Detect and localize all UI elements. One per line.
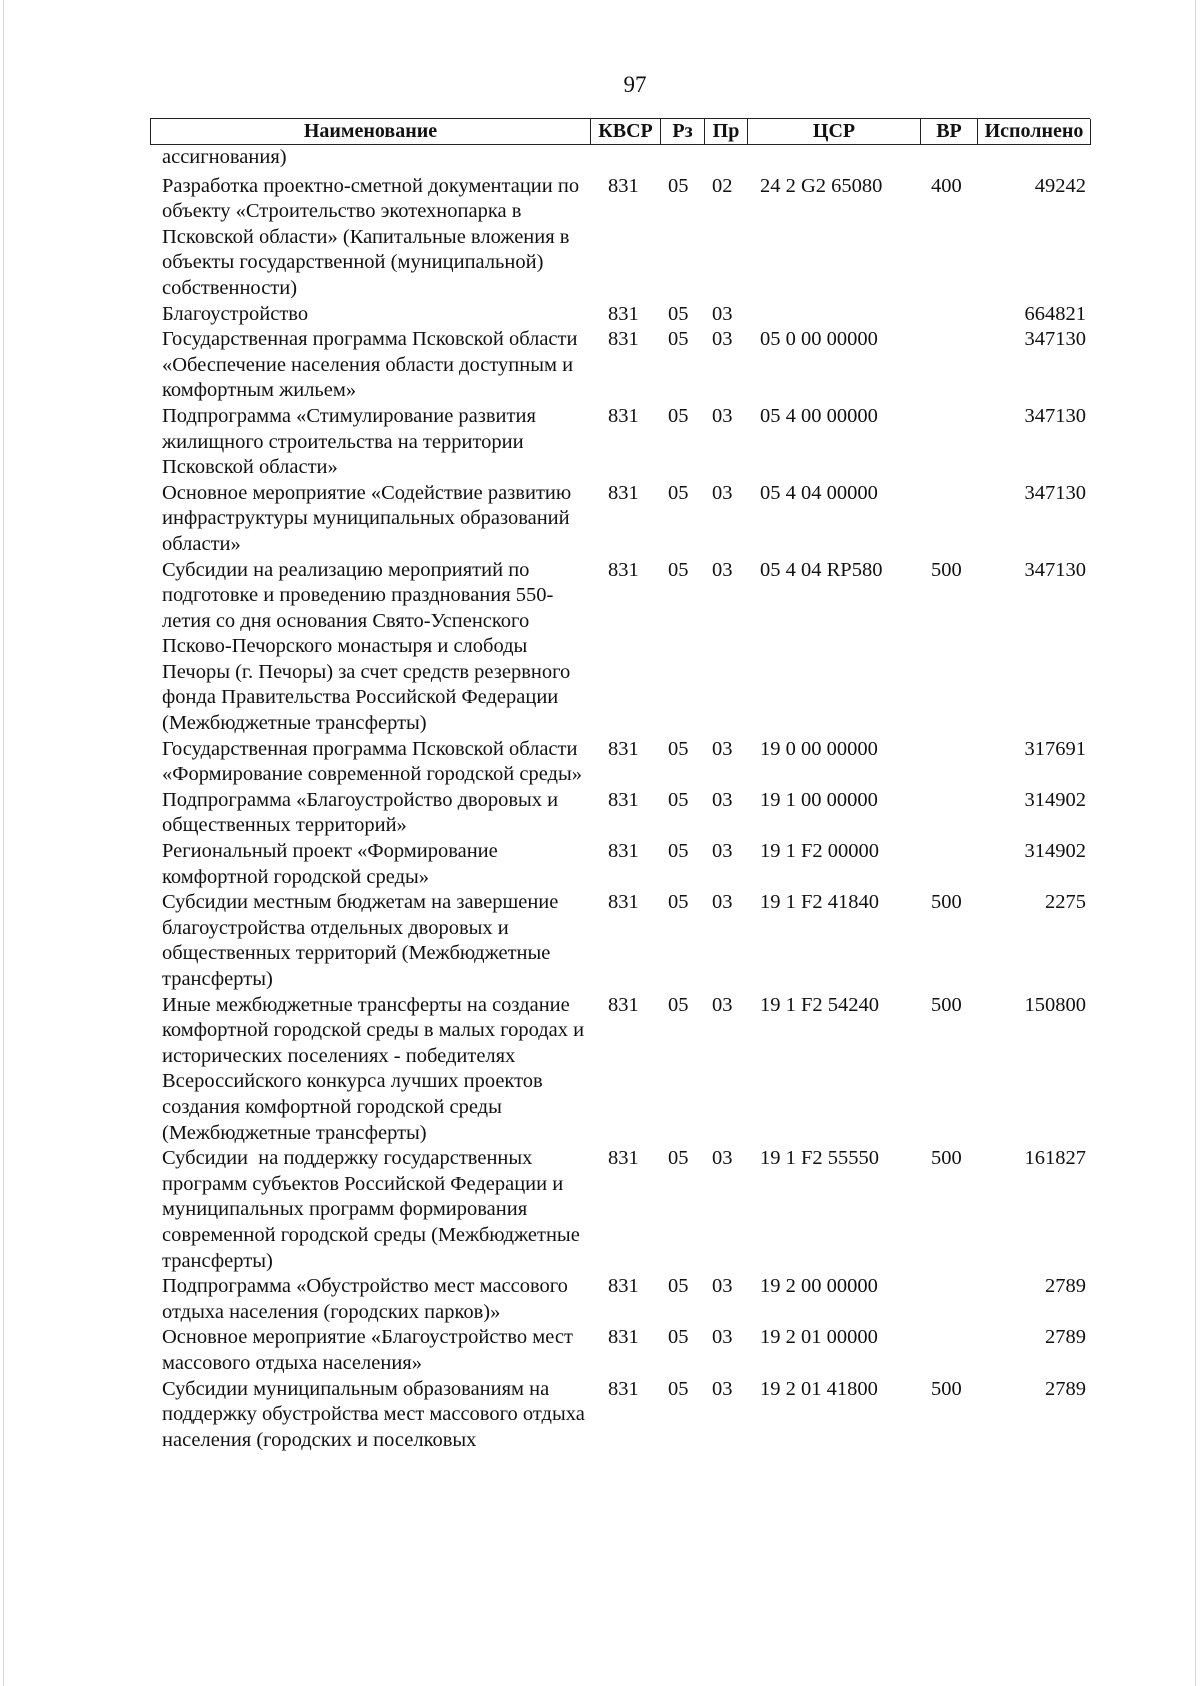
cell-executed: 347130 [1024, 404, 1086, 427]
cell-csr: 19 0 00 00000 [760, 737, 878, 760]
cell-rz: 05 [668, 788, 689, 811]
cell-pr: 03 [712, 840, 733, 863]
cell-name: Разработка проектно-сметной документации по объекту «Строительство экотехнопарка в Псковской области» (Капитальные вложения в объекты государственной (муниципальной) собственности) [162, 174, 585, 299]
cell-csr: 24 2 G2 65080 [760, 174, 883, 197]
cell-name: Государственная программа Псковской области «Формирование современной городской среды» [162, 737, 583, 786]
cell-csr: 19 2 00 00000 [760, 1275, 878, 1298]
cell-name: Основное мероприятие «Содействие развитию инфраструктуры муниципальных образований области» [162, 481, 577, 555]
cell-executed: 161827 [1024, 1147, 1086, 1170]
cell-name: Субсидии муниципальным образованиям на поддержку обустройства мест массового отдыха населения (городских и поселковых [162, 1377, 590, 1451]
table-row [150, 737, 1090, 788]
cell-name: Подпрограмма «Благоустройство дворовых и общественных территорий» [162, 788, 564, 837]
cell-vr: 500 [931, 1377, 962, 1400]
cell-name: Подпрограмма «Обустройство мест массового отдыха населения (городских парков)» [162, 1275, 574, 1323]
cell-rz: 05 [668, 891, 689, 914]
cell-pr: 03 [712, 404, 733, 427]
cell-executed: 150800 [1024, 993, 1086, 1016]
cell-kvsr: 831 [608, 1326, 639, 1349]
cell-kvsr: 831 [608, 302, 639, 325]
cell-pr: 03 [712, 302, 733, 325]
table-row [150, 558, 1090, 737]
cell-name: Благоустройство [162, 302, 309, 325]
header-rz: Рз [661, 119, 705, 145]
cell-csr: 05 0 00 00000 [760, 328, 878, 351]
cell-executed: 2789 [1045, 1377, 1086, 1400]
cell-vr [920, 1274, 977, 1325]
table-body [150, 145, 1090, 1453]
cell-rz: 05 [668, 737, 689, 760]
cell-name: Основное мероприятие «Благоустройство мест массового отдыха населения» [162, 1326, 579, 1374]
table-row [150, 327, 1090, 404]
cell-kvsr: 831 [608, 328, 639, 351]
cell-vr: 500 [931, 993, 962, 1016]
scan-edge-right [1195, 0, 1196, 1686]
cell-executed: 317691 [1024, 737, 1086, 760]
cell-executed: 2275 [1045, 891, 1086, 914]
cell-kvsr: 831 [608, 1377, 639, 1400]
cell-pr: 03 [712, 1275, 733, 1298]
cell-name: Субсидии местным бюджетам на завершение благоустройства отдельных дворовых и общественных территорий (Межбюджетные трансферты) [162, 891, 564, 990]
cell-kvsr: 831 [608, 993, 639, 1016]
table-row [150, 1146, 1090, 1274]
cell-pr: 03 [712, 558, 733, 581]
cell-pr: 03 [712, 1377, 733, 1400]
cell-executed: 664821 [1024, 302, 1086, 325]
page-number: 97 [623, 72, 647, 97]
scan-edge-left [3, 0, 4, 1686]
cell-csr: 05 4 00 00000 [760, 404, 878, 427]
cell-kvsr: 831 [608, 788, 639, 811]
cell-pr: 03 [712, 788, 733, 811]
cell-rz: 05 [668, 404, 689, 427]
cell-vr [920, 302, 977, 328]
cell-kvsr: 831 [608, 404, 639, 427]
header-vr: ВР [921, 119, 978, 145]
cell-rz: 05 [668, 840, 689, 863]
cell-rz: 05 [668, 1326, 689, 1349]
cell-csr: 19 1 00 00000 [760, 788, 878, 811]
table-row [150, 839, 1090, 890]
cell-rz: 05 [668, 174, 689, 197]
header-kvsr: КВСР [591, 119, 661, 145]
cell-csr: 19 1 F2 54240 [760, 993, 880, 1016]
table-row [150, 788, 1090, 839]
cell-pr: 03 [712, 891, 733, 914]
cell-pr: 03 [712, 328, 733, 351]
cell-rz: 05 [668, 993, 689, 1016]
cell-vr [920, 327, 977, 404]
cell-csr: 05 4 04 00000 [760, 481, 878, 504]
table-row [150, 404, 1090, 481]
cell-executed [977, 145, 1090, 171]
cell-csr [747, 145, 920, 171]
cell-executed: 314902 [1024, 788, 1086, 811]
table-row [150, 993, 1090, 1147]
table-row [150, 1274, 1090, 1325]
cell-name: Государственная программа Псковской области «Обеспечение населения области доступным и комфортным жильем» [162, 328, 583, 402]
header-executed: Исполнено [978, 119, 1091, 145]
cell-csr: 05 4 04 RP580 [760, 558, 883, 581]
cell-executed: 347130 [1024, 481, 1086, 504]
table-row [150, 481, 1090, 558]
cell-kvsr: 831 [608, 840, 639, 863]
cell-rz: 05 [668, 558, 689, 581]
table-row [150, 302, 1090, 328]
cell-kvsr: 831 [608, 558, 639, 581]
cell-rz: 05 [668, 1147, 689, 1170]
cell-vr [920, 737, 977, 788]
cell-rz: 05 [668, 328, 689, 351]
cell-name: Подпрограмма «Стимулирование развития жилищного строительства на территории Псковской области» [162, 404, 542, 479]
cell-rz: 05 [668, 1275, 689, 1298]
cell-vr [920, 788, 977, 839]
cell-kvsr: 831 [608, 891, 639, 914]
cell-vr: 500 [931, 891, 962, 914]
cell-vr: 400 [931, 174, 962, 197]
cell-pr: 02 [712, 174, 733, 197]
table-row [150, 1325, 1090, 1376]
cell-kvsr: 831 [608, 1275, 639, 1298]
header-pr: Пр [705, 119, 748, 145]
cell-csr: 19 1 F2 00000 [760, 840, 880, 863]
cell-vr: 500 [931, 1147, 962, 1170]
cell-csr: 19 1 F2 55550 [760, 1147, 880, 1170]
cell-pr: 03 [712, 1326, 733, 1349]
cell-csr: 19 2 01 00000 [760, 1326, 878, 1349]
cell-csr: 19 1 F2 41840 [760, 891, 880, 914]
cell-rz [660, 145, 704, 171]
cell-name: Субсидии на поддержку государственных программ субъектов Российской Федерации и муниципальных программ формирования современной городской среды (Межбюджетные трансферты) [162, 1147, 585, 1272]
cell-name: ассигнования) [162, 146, 287, 168]
cell-rz: 05 [668, 481, 689, 504]
header-csr: ЦСР [748, 119, 921, 145]
header-name: Наименование [151, 119, 591, 145]
cell-kvsr: 831 [608, 481, 639, 504]
cell-executed: 314902 [1024, 840, 1086, 863]
cell-rz: 05 [668, 302, 689, 325]
cell-vr [920, 839, 977, 890]
cell-kvsr: 831 [608, 174, 639, 197]
cell-pr: 03 [712, 737, 733, 760]
cell-vr [920, 1325, 977, 1376]
cell-kvsr [590, 145, 660, 171]
cell-pr: 03 [712, 481, 733, 504]
cell-kvsr: 831 [608, 737, 639, 760]
budget-table [150, 118, 1090, 1453]
cell-executed: 347130 [1024, 328, 1086, 351]
cell-kvsr: 831 [608, 1147, 639, 1170]
cell-name: Субсидии на реализацию мероприятий по подготовке и проведению празднования 550-летия со дня основания Свято-Успенского Псково-Печорского монастыря и слободы Печоры (г. Печоры) за счет средств резервного фонда Правительства Российской Федерации (Межбюджетные трансферты) [162, 558, 576, 735]
cell-executed: 49242 [1034, 174, 1086, 197]
table-row [150, 890, 1090, 992]
cell-pr: 03 [712, 1147, 733, 1170]
table-header [150, 118, 1090, 145]
cell-vr [920, 404, 977, 481]
cell-name: Региональный проект «Формирование комфортной городской среды» [162, 840, 503, 888]
cell-vr [920, 481, 977, 558]
cell-executed: 347130 [1024, 558, 1086, 581]
table-row [150, 145, 1090, 171]
cell-csr: 19 2 01 41800 [760, 1377, 878, 1400]
cell-pr: 03 [712, 993, 733, 1016]
cell-executed: 2789 [1045, 1275, 1086, 1298]
cell-vr: 500 [931, 558, 962, 581]
cell-executed: 2789 [1045, 1326, 1086, 1349]
cell-pr [704, 145, 747, 171]
cell-csr [747, 302, 920, 328]
table-row [150, 171, 1090, 302]
cell-name: Иные межбюджетные трансферты на создание комфортной городской среды в малых городах и исторических поселениях - победителях Всероссийского конкурса лучших проектов создания комфортной городской среды (Межбюджетные трансферты) [162, 993, 590, 1144]
cell-rz: 05 [668, 1377, 689, 1400]
cell-vr [920, 145, 977, 171]
table-row [150, 1377, 1090, 1454]
